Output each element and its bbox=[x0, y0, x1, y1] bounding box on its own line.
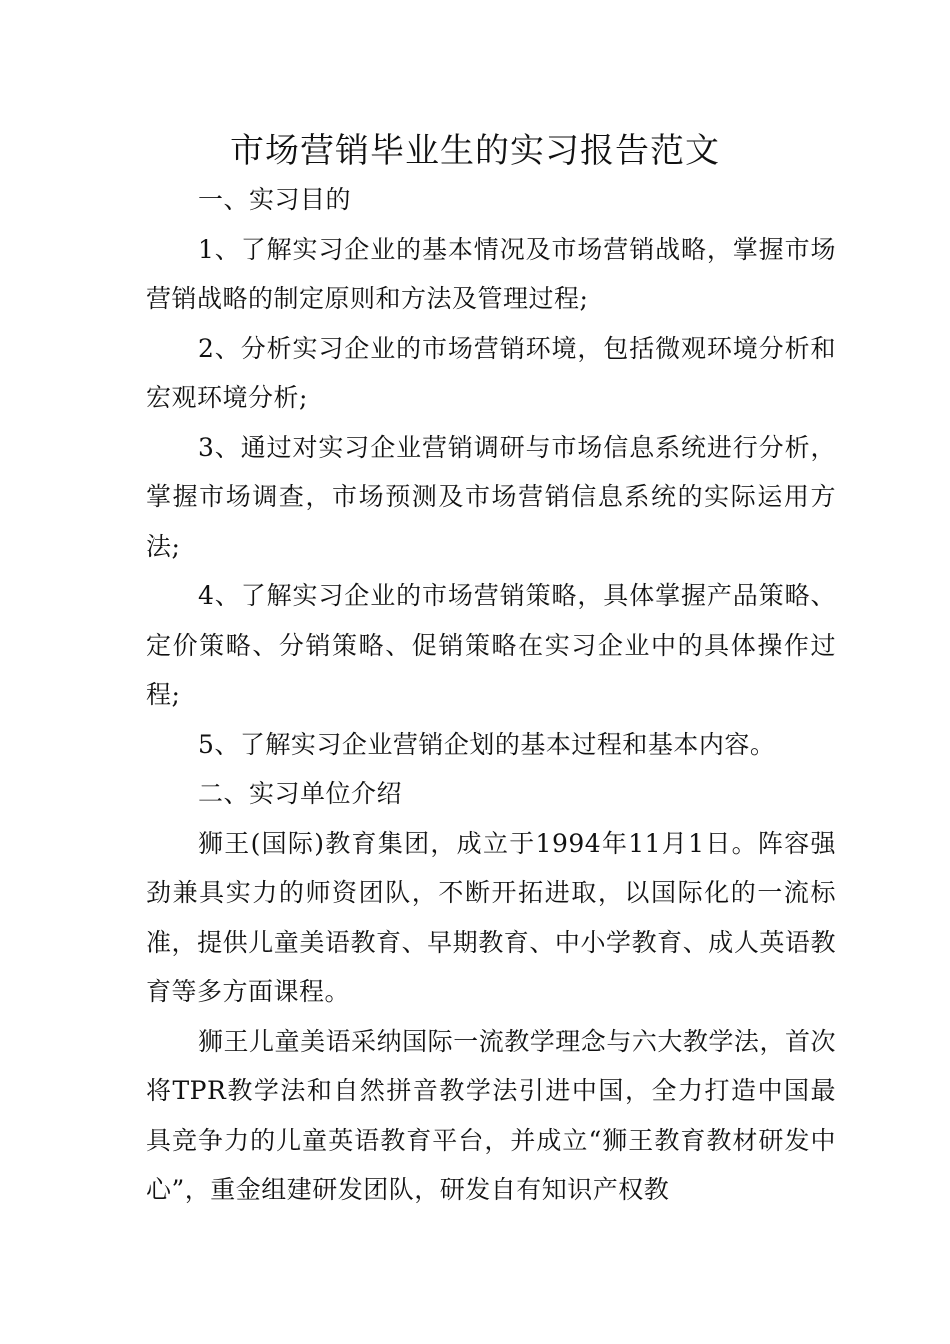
paragraph-purpose-4: 4、了解实习企业的市场营销策略，具体掌握产品策略、定价策略、分销策略、促销策略在实习企业中的具体操作过程; bbox=[146, 581, 836, 709]
paragraph-company-teaching: 狮王儿童美语采纳国际一流教学理念与六大教学法，首次将TPR教学法和自然拼音教学法引进中国，全力打造中国最具竞争力的儿童英语教育平台，并成立“狮王教育教材研发中心”，重金组建研发团队，研发自有知识产权教 bbox=[146, 1026, 836, 1204]
section-heading-purpose: 一、实习目的 bbox=[198, 185, 352, 214]
paragraph-purpose-2: 2、分析实习企业的市场营销环境，包括微观环境分析和宏观环境分析; bbox=[146, 333, 836, 412]
paragraph-company-intro: 狮王(国际)教育集团，成立于1994年11月1日。阵容强劲兼具实力的师资团队，不断开拓进取，以国际化的一流标准，提供儿童美语教育、早期教育、中小学教育、成人英语教育等多方面课程。 bbox=[146, 828, 836, 1006]
paragraph-purpose-5: 5、了解实习企业营销企划的基本过程和基本内容。 bbox=[198, 729, 776, 759]
document-body bbox=[146, 175, 836, 1215]
paragraph-purpose-1: 1、了解实习企业的基本情况及市场营销战略，掌握市场营销战略的制定原则和方法及管理过程; bbox=[146, 234, 836, 313]
document-title: 市场营销毕业生的实习报告范文 bbox=[230, 131, 720, 171]
section-heading-company: 二、实习单位介绍 bbox=[198, 779, 403, 808]
paragraph-purpose-3: 3、通过对实习企业营销调研与市场信息系统进行分析，掌握市场调查，市场预测及市场营销信息系统的实际运用方法; bbox=[146, 432, 836, 561]
